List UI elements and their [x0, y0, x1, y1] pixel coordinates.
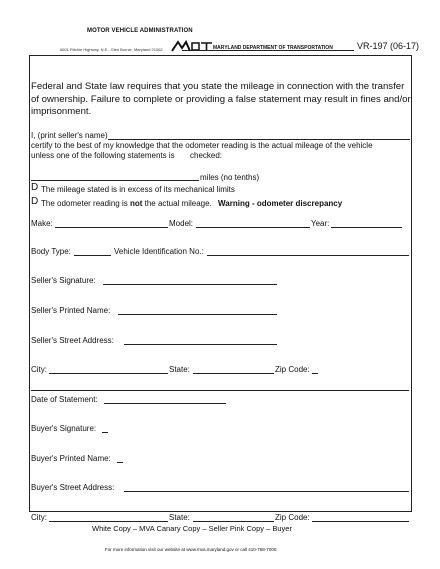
date-label: Date of Statement:: [31, 395, 98, 404]
buyer-printed-name-field[interactable]: [117, 462, 123, 463]
option-2-not: not: [129, 199, 143, 208]
body-type-label: Body Type:: [31, 247, 71, 256]
agency-name: MOTOR VEHICLE ADMINISTRATION: [87, 28, 193, 34]
seller-name-label: I, (print seller's name): [31, 131, 108, 140]
buyer-address-label: Buyer's Street Address:: [31, 483, 115, 492]
agency-address: 6601 Ritchie Highway, N.E., Glen Burnie, Maryland 21062: [60, 47, 163, 52]
form-number: VR-197 (06-17): [357, 41, 420, 51]
buyer-signature-label: Buyer's Signature:: [31, 424, 97, 433]
make-label: Make:: [31, 219, 53, 228]
copy-distribution: White Copy – MVA Canary Copy – Seller Pink Copy – Buyer: [92, 524, 292, 533]
zip-label-2: Zip Code:: [275, 513, 310, 522]
state-field-2[interactable]: [193, 521, 274, 522]
zip-field[interactable]: [312, 373, 318, 374]
buyer-signature-field[interactable]: [102, 432, 108, 433]
option-1-label: The mileage stated is in excess of its mechanical limits: [41, 185, 235, 194]
seller-address-label: Seller's Street Address:: [31, 336, 114, 345]
seller-printed-name-field[interactable]: [118, 314, 277, 315]
miles-label: miles (no tenths): [200, 173, 260, 182]
certify-line-1: certify to the best of my knowledge that the odometer reading is the actual mileage of the vehicle: [31, 141, 373, 150]
body-type-field[interactable]: [74, 255, 111, 256]
option-2-text-b: the actual mileage.: [144, 199, 212, 208]
state-label-2: State:: [169, 513, 190, 522]
certify-line-2: unless one of the following statements is: [31, 151, 175, 160]
city-label: City:: [31, 365, 47, 374]
seller-name-field[interactable]: [108, 139, 410, 140]
model-label: Model:: [169, 219, 194, 228]
seller-signature-label: Seller's Signature:: [31, 276, 96, 285]
buyer-printed-name-label: Buyer's Printed Name:: [31, 454, 111, 463]
legal-statement: Federal and State law requires that you state the mileage in connection with the transfer of ownership. Failure to complete or providing a false statement may result in fines and/or imprisonment.: [31, 81, 411, 117]
zip-label: Zip Code:: [275, 365, 310, 374]
checked-label: checked:: [190, 151, 223, 160]
zip-field-2[interactable]: [312, 521, 409, 522]
option-2-text-a: The odometer reading is: [41, 199, 128, 208]
warning-text: Warning - odometer discrepancy: [218, 199, 343, 208]
seller-address-field[interactable]: [124, 344, 277, 345]
seller-signature-field[interactable]: [103, 284, 277, 285]
city-label-2: City:: [31, 513, 47, 522]
buyer-address-field[interactable]: [124, 491, 409, 492]
checkbox-icon[interactable]: D: [31, 196, 39, 207]
miles-field[interactable]: [31, 180, 199, 181]
seller-printed-name-label: Seller's Printed Name:: [31, 306, 111, 315]
year-label: Year:: [311, 219, 330, 228]
section-divider: [31, 390, 409, 391]
checkbox-icon[interactable]: D: [31, 182, 39, 193]
vin-field[interactable]: [207, 255, 409, 256]
city-field-2[interactable]: [49, 521, 168, 522]
state-field[interactable]: [193, 373, 274, 374]
footer-info: For more information visit our website at www.mva.maryland.gov or call 410-768-7000.: [105, 547, 278, 552]
make-field[interactable]: [55, 227, 168, 228]
vin-label: Vehicle Identification No.:: [114, 247, 204, 256]
city-field[interactable]: [49, 373, 168, 374]
year-field[interactable]: [331, 227, 402, 228]
model-field[interactable]: [196, 227, 310, 228]
department-name: MARYLAND DEPARTMENT OF TRANSPORTATION: [213, 45, 333, 51]
date-field[interactable]: [104, 403, 226, 404]
state-label: State:: [169, 365, 190, 374]
